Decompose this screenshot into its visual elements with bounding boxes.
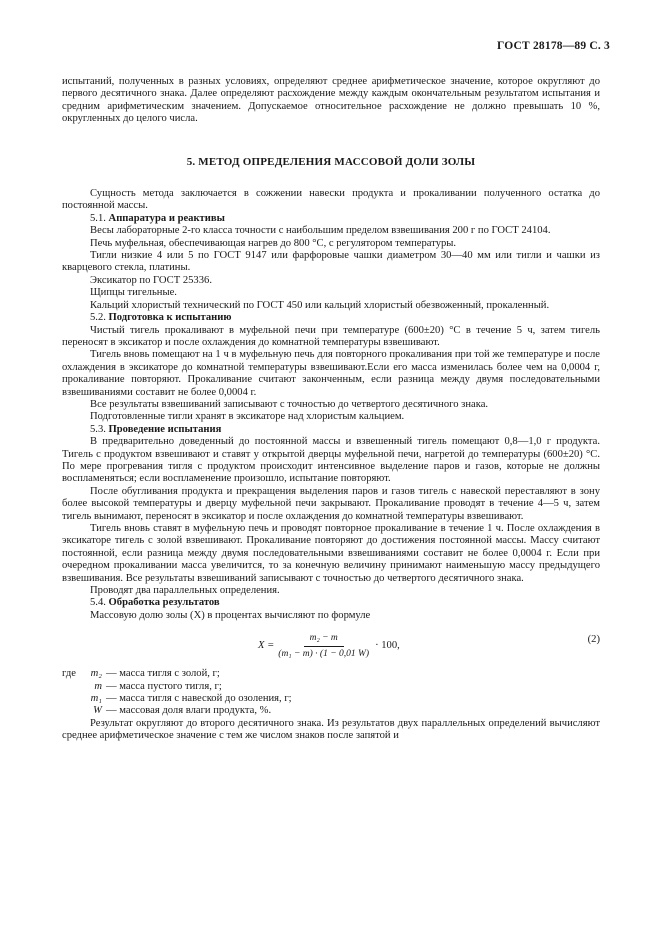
paragraph: Тигель вновь ставят в муфельную печь и проводят повторное прокаливание в течение 1 ч. После охлаждения в эксикаторе тигель с золой взвешивают. Прокаливание повторяют до достижения постоянной массы. Массу считают постоянной, если разница между двумя последовательными взвешиваниями составит не более 0,0004 г. Если при очередном прокаливании масса увеличится, то за конечную величину принимают наименьшую массу предыдущего взвешивания. Все результаты взвешиваний записывают с точностью до четвертого десятичного знака.: [62, 523, 600, 584]
formula-lhs: X =: [258, 639, 275, 651]
paragraph: Тигель вновь помещают на 1 ч в муфельную печь для повторного прокаливания при той же температуре и после охлаждения в эксикаторе до комнатной температуры взвешивают.Если его масса изменилась более чем на 0,0004 г, прокаливание повторяют. Прокаливание считают законченным, если разница между двумя последовательными взвешиваниями составит не более 0,0004 г.: [62, 349, 600, 398]
equipment-item: Эксикатор по ГОСТ 25336.: [90, 274, 212, 286]
definition-text: — массовая доля влаги продукта, %.: [106, 705, 272, 717]
subsection-number: 5.1.: [90, 212, 106, 224]
definition-row: [62, 693, 600, 705]
formula-denominator: (m₁ − m) · (1 − 0,01 W): [278, 648, 370, 659]
definition-text: — масса пустого тигля, г;: [106, 680, 222, 692]
subsection-title: Подготовка к испытанию: [108, 312, 232, 324]
subsection-5-4-heading: [62, 597, 600, 609]
paragraph: Подготовленные тигли хранят в эксикаторе над хлористым кальцием.: [90, 411, 405, 423]
subsection-title: Проведение испытания: [108, 423, 222, 435]
equipment-item: Кальций хлористый технический по ГОСТ 450 или кальций хлористый обезвоженный, прокаленный.: [90, 299, 550, 311]
definition-row: [62, 681, 600, 693]
definition-symbol: m₂: [90, 668, 102, 680]
definition-text: — масса тигля с золой, г;: [106, 668, 220, 680]
document-body: [62, 76, 600, 743]
subsection-title: Обработка результатов: [108, 597, 220, 609]
equipment-item: Тигли низкие 4 или 5 по ГОСТ 9147 или фарфоровые чашки диаметром 30—40 мм или тигли и чашки из кварцевого стекла, платины.: [62, 250, 600, 274]
definition-row: [62, 705, 600, 717]
subsection-number: 5.3.: [90, 423, 106, 435]
paragraph: В предварительно доведенный до постоянной массы и взвешенный тигель помещают 0,8—1,0 г продукта. Тигель с продуктом взвешивают и ставят у открытой дверцы муфельной печи, нагретой до температуры (600±20) °С. По мере прогревания тигля с продуктом происходит интенсивное выделение паров и газов, которые не должны воспламеняться; если воспламенение произошло, испытание повторяют.: [62, 436, 600, 485]
formula-numerator: m₂ − m: [304, 632, 344, 646]
paragraph: Чистый тигель прокаливают в муфельной печи при температуре (600±20) °С в течение 5 ч, затем тигель переносят в эксикатор и после охлаждения до комнатной температуры взвешивают.: [62, 324, 600, 348]
definition-text: — масса тигля с навеской до озоления, г;: [106, 693, 292, 705]
subsection-number: 5.4.: [90, 597, 106, 609]
paragraph: Проводят два параллельных определения.: [90, 585, 280, 597]
definition-row: [62, 668, 600, 680]
paragraph: После обугливания продукта и прекращения выделения паров и газов тигель с навеской переставляют в зону более высокой температуры и дверцу муфельной печи закрывают. Прокаливание проводят в течение 4—5 ч, затем тигель вынимают, переносят в эксикатор и после охлаждения до комнатной температуры взвешивают.: [62, 485, 600, 522]
formula: [258, 632, 400, 660]
definition-symbol: W: [93, 705, 102, 717]
definition-symbol: m₁: [90, 693, 102, 705]
formula-lead: Массовую долю золы (X) в процентах вычисляют по формуле: [90, 609, 371, 621]
where-word: где: [62, 668, 76, 680]
subsection-5-2-heading: [62, 312, 600, 324]
equipment-item: Щипцы тигельные.: [90, 287, 177, 299]
subsection-title: Аппаратура и реактивы: [108, 212, 225, 224]
formula-block: [62, 626, 600, 666]
section-title: 5. МЕТОД ОПРЕДЕЛЕНИЯ МАССОВОЙ ДОЛИ ЗОЛЫ: [186, 155, 476, 168]
result-paragraph: Результат округляют до второго десятичного знака. Из результатов двух параллельных определений вычисляют среднее арифметическое значение с тем же числом знаков после запятой и: [62, 717, 600, 742]
subsection-5-3-heading: [62, 424, 600, 436]
top-paragraph: испытаний, полученных в разных условиях, определяют среднее арифметическое значение, которое округляют до первого десятичного знака. Далее определяют расхождение между каждым окончательным результатом испытания и средним арифметическим значением. Допускаемое относительное расхождение не должно превышать 10 %, округленных до целого числа.: [62, 76, 600, 125]
equation-number: (2): [587, 634, 600, 646]
section-intro: Сущность метода заключается в сожжении навески продукта и прокаливании полученного остатка до постоянной массы.: [62, 188, 600, 212]
equipment-item: Весы лабораторные 2-го класса точности с наибольшим пределом взвешивания 200 г по ГОСТ 24104.: [90, 225, 551, 237]
variable-definitions: [62, 668, 600, 718]
equipment-item: Печь муфельная, обеспечивающая нагрев до 800 °С, с регулятором температуры.: [90, 237, 457, 249]
subsection-number: 5.2.: [90, 312, 106, 324]
formula-fraction: [278, 632, 369, 660]
page-header: ГОСТ 28178—89 С. 3: [497, 40, 610, 52]
subsection-5-1-heading: [62, 213, 600, 225]
definition-symbol: m: [94, 680, 102, 692]
formula-tail: · 100,: [375, 639, 400, 651]
paragraph: Все результаты взвешиваний записывают с точностью до четвертого десятичного знака.: [90, 398, 489, 410]
